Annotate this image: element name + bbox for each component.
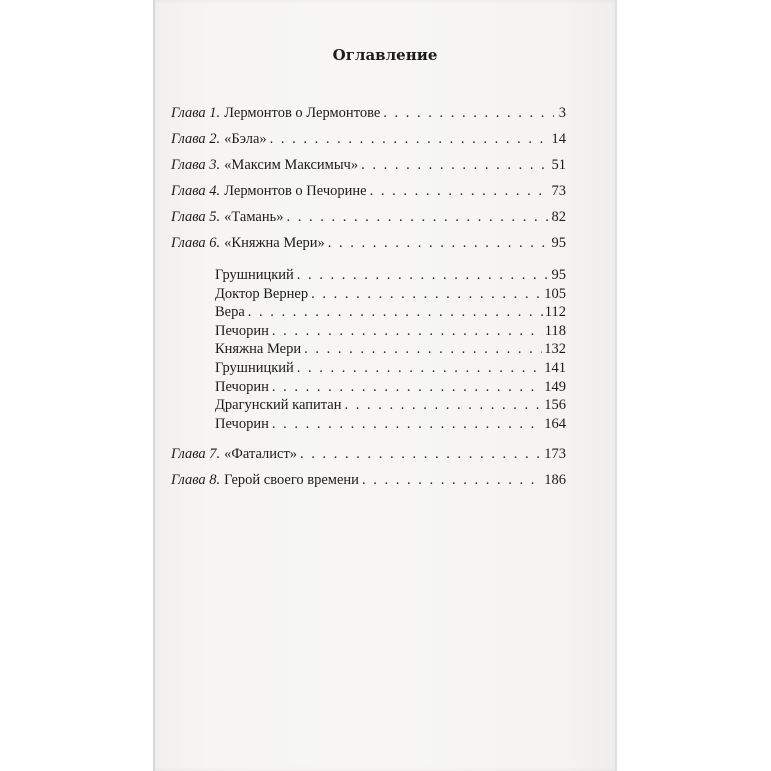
dot-leader bbox=[370, 178, 550, 204]
chapter-title: «Княжна Мери» bbox=[224, 235, 325, 251]
chapter-title: Лермонтов о Лермонтове bbox=[224, 105, 381, 121]
toc-entry-chapter-5[interactable] bbox=[171, 204, 566, 230]
subsection-title: Печорин bbox=[215, 415, 269, 432]
subsection-title: Княжна Мери bbox=[215, 341, 302, 358]
toc-subentry[interactable] bbox=[171, 266, 566, 285]
page-number: 95 bbox=[551, 267, 566, 283]
page-number: 149 bbox=[544, 378, 566, 395]
page-number: 156 bbox=[544, 397, 566, 414]
page-number: 112 bbox=[544, 304, 566, 321]
page-title: Оглавление bbox=[332, 46, 438, 64]
chapter-label: Глава 6. bbox=[171, 235, 221, 251]
dot-leader bbox=[272, 322, 543, 341]
page-number: 14 bbox=[551, 131, 566, 147]
dot-leader bbox=[272, 378, 542, 397]
chapter-label: Глава 2. bbox=[171, 131, 221, 147]
dot-leader bbox=[344, 396, 542, 415]
subsection-title: Доктор Вернер bbox=[215, 285, 309, 302]
chapter-title: Герой своего времени bbox=[224, 472, 359, 489]
subsection-title: Грушницкий bbox=[215, 267, 294, 283]
toc-entry-chapter-7[interactable] bbox=[171, 441, 566, 467]
dot-leader bbox=[362, 467, 542, 493]
toc-subentry[interactable] bbox=[171, 322, 566, 341]
toc-entry-chapter-3[interactable] bbox=[171, 152, 566, 178]
chapter-title: «Максим Максимыч» bbox=[224, 157, 359, 173]
dot-leader bbox=[383, 100, 554, 126]
toc-subentry[interactable] bbox=[171, 359, 566, 378]
toc-entry-chapter-1[interactable] bbox=[171, 100, 566, 126]
subsection-title: Печорин bbox=[215, 322, 269, 339]
dot-leader bbox=[300, 441, 542, 467]
page-number: 186 bbox=[544, 472, 566, 489]
chapter-title: Лермонтов о Печорине bbox=[224, 183, 367, 199]
dot-leader bbox=[361, 152, 549, 178]
subsection-title: Вера bbox=[215, 304, 245, 321]
dot-leader bbox=[270, 126, 550, 152]
toc-entry-chapter-8[interactable] bbox=[171, 467, 566, 493]
table-of-contents bbox=[171, 100, 566, 493]
page-edge-left bbox=[153, 0, 155, 771]
toc-subentry[interactable] bbox=[171, 340, 566, 359]
chapter-label: Глава 7. bbox=[171, 446, 221, 463]
dot-leader bbox=[287, 204, 550, 230]
chapter-label: Глава 1. bbox=[171, 105, 221, 121]
dot-leader bbox=[297, 266, 550, 285]
page-number: 95 bbox=[551, 235, 566, 251]
chapter-title: «Фаталист» bbox=[224, 446, 298, 463]
page-number: 82 bbox=[551, 209, 566, 225]
toc-subentry[interactable] bbox=[171, 415, 566, 434]
chapter-title: «Тамань» bbox=[224, 209, 284, 225]
toc-subentry[interactable] bbox=[171, 285, 566, 304]
dot-leader bbox=[297, 359, 542, 378]
dot-leader bbox=[248, 303, 543, 322]
dot-leader bbox=[311, 285, 542, 304]
page-number: 105 bbox=[544, 285, 566, 302]
dot-leader bbox=[328, 230, 550, 256]
chapter-label: Глава 5. bbox=[171, 209, 221, 225]
dot-leader bbox=[304, 340, 542, 359]
chapter-label: Глава 3. bbox=[171, 157, 221, 173]
page-number: 132 bbox=[544, 341, 566, 358]
subsection-title: Драгунский капитан bbox=[215, 397, 342, 414]
chapter-title: «Бэла» bbox=[224, 131, 267, 147]
toc-entry-chapter-6[interactable] bbox=[171, 230, 566, 256]
toc-subentry[interactable] bbox=[171, 396, 566, 415]
page-number: 51 bbox=[551, 157, 566, 173]
chapter-label: Глава 4. bbox=[171, 183, 221, 199]
page-edge-right bbox=[615, 0, 617, 771]
page-number: 141 bbox=[544, 359, 566, 376]
toc-entry-chapter-2[interactable] bbox=[171, 126, 566, 152]
page-number: 173 bbox=[544, 446, 566, 463]
chapter-label: Глава 8. bbox=[171, 472, 221, 489]
subsection-title: Печорин bbox=[215, 378, 269, 395]
subsection-title: Грушницкий bbox=[215, 359, 294, 376]
toc-subentry[interactable] bbox=[171, 303, 566, 322]
toc-subentry[interactable] bbox=[171, 378, 566, 397]
toc-entry-chapter-4[interactable] bbox=[171, 178, 566, 204]
page-number: 164 bbox=[544, 415, 566, 432]
dot-leader bbox=[272, 415, 542, 434]
page-number: 3 bbox=[558, 105, 566, 121]
page-number: 118 bbox=[544, 322, 566, 339]
book-page bbox=[153, 0, 617, 771]
page-number: 73 bbox=[551, 183, 566, 199]
